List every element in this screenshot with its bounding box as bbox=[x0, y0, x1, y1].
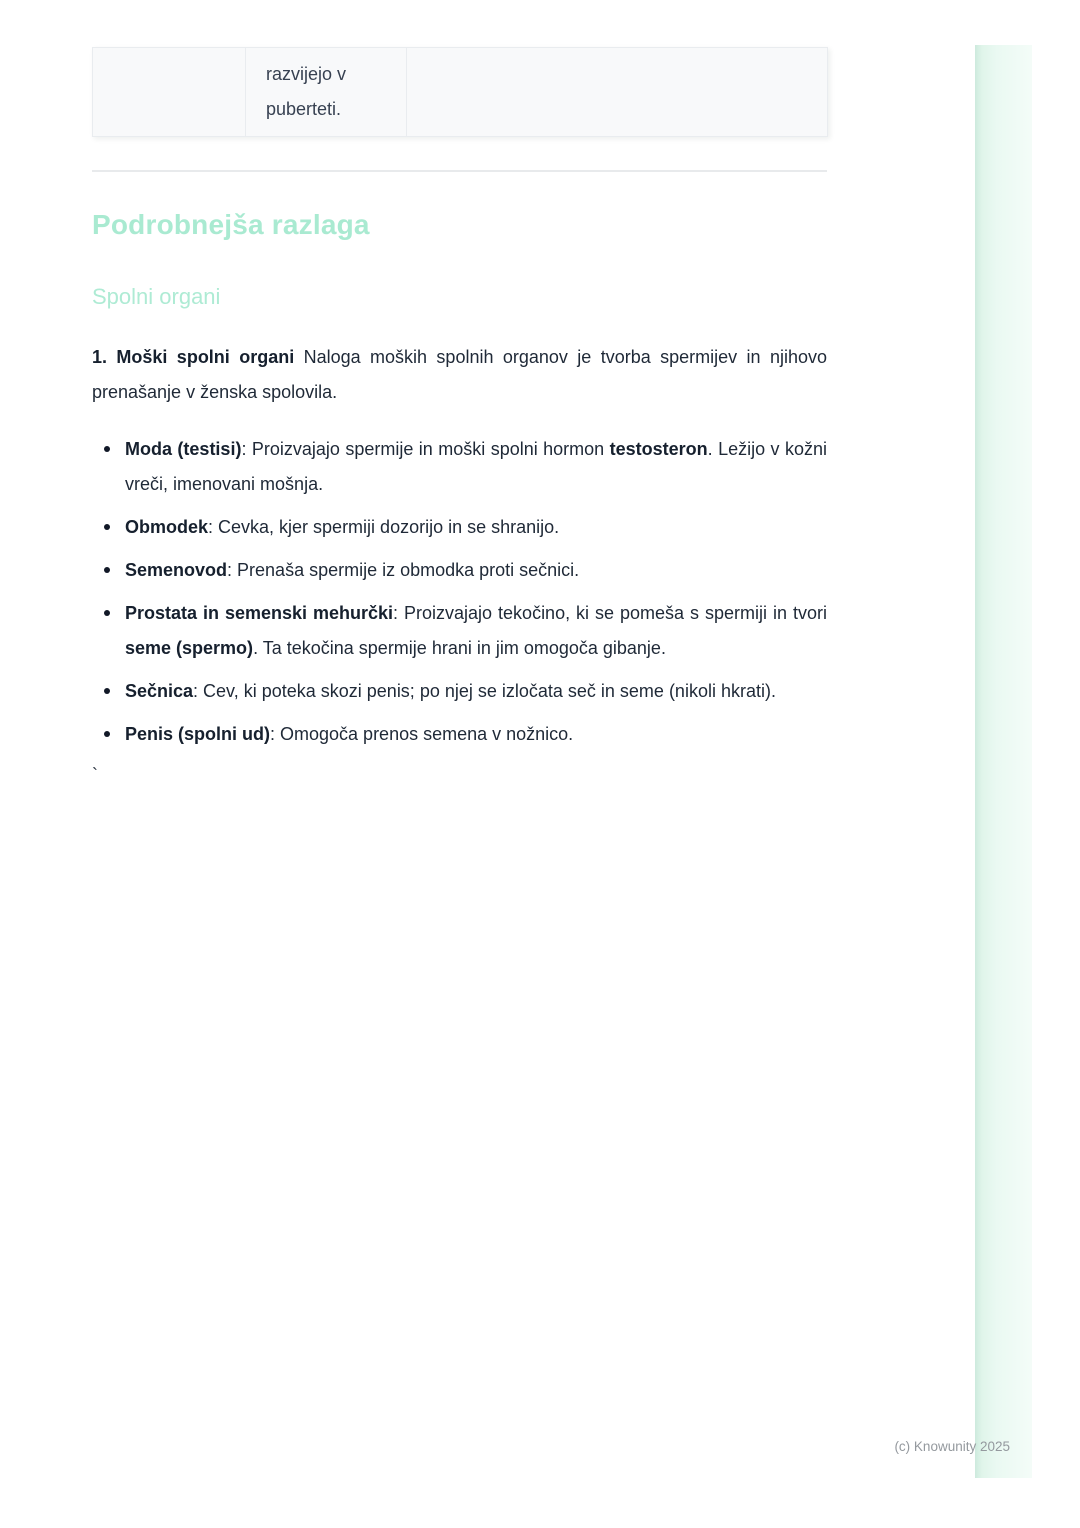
table-cell-text: razvijejo v puberteti. bbox=[246, 48, 407, 137]
intro-paragraph bbox=[92, 340, 827, 410]
bold-text: seme (spermo) bbox=[125, 638, 254, 658]
bold-text: Prostata in semenski mehurčki bbox=[125, 603, 394, 623]
plain-text: : Cevka, kjer spermiji dozorijo in se shranijo. bbox=[208, 517, 560, 537]
list-item bbox=[125, 717, 827, 752]
list-item bbox=[125, 553, 827, 588]
plain-text: . Ležijo v kožni vreči, imenovani mošnja. bbox=[125, 439, 827, 494]
plain-text: : Proizvajajo tekočino, ki se pomeša s spermiji in tvori bbox=[393, 603, 827, 623]
bold-text: Penis (spolni ud) bbox=[125, 724, 271, 744]
decorative-mint-stripe bbox=[975, 45, 1032, 1478]
page-title: Podrobnejša razlaga bbox=[92, 209, 370, 240]
table-row bbox=[93, 48, 828, 137]
bold-text: Semenovod bbox=[125, 560, 228, 580]
section-divider bbox=[92, 170, 827, 172]
bold-text: 1. Moški spolni organi bbox=[92, 347, 295, 367]
bold-text: Obmodek bbox=[125, 517, 209, 537]
list-item bbox=[125, 510, 827, 545]
bold-text: testosteron bbox=[609, 439, 708, 459]
organ-list bbox=[92, 432, 827, 752]
table-fragment bbox=[92, 47, 828, 137]
copyright-footer: (c) Knowunity 2025 bbox=[894, 1439, 1010, 1454]
section-heading: Spolni organi bbox=[92, 284, 221, 309]
stray-character: ` bbox=[92, 765, 98, 785]
bold-text: Sečnica bbox=[125, 681, 194, 701]
plain-text: Naloga moških spolnih organov je tvorba spermijev in njihovo prenašanje v ženska spolovila. bbox=[92, 347, 827, 402]
plain-text: : Prenaša spermije iz obmodka proti sečnici. bbox=[227, 560, 580, 580]
plain-text: . Ta tekočina spermije hrani in jim omogoča gibanje. bbox=[253, 638, 666, 658]
bold-text: Moda (testisi) bbox=[125, 439, 242, 459]
plain-text: : Proizvajajo spermije in moški spolni hormon bbox=[241, 439, 610, 459]
list-item bbox=[125, 432, 827, 502]
table-cell-empty-left bbox=[93, 48, 246, 137]
table-cell-empty-right bbox=[407, 48, 828, 137]
document-content bbox=[92, 0, 827, 793]
plain-text: : Omogoča prenos semena v nožnico. bbox=[270, 724, 574, 744]
list-item bbox=[125, 674, 827, 709]
list-item bbox=[125, 596, 827, 666]
plain-text: : Cev, ki poteka skozi penis; po njej se izločata seč in seme (nikoli hkrati). bbox=[193, 681, 776, 701]
